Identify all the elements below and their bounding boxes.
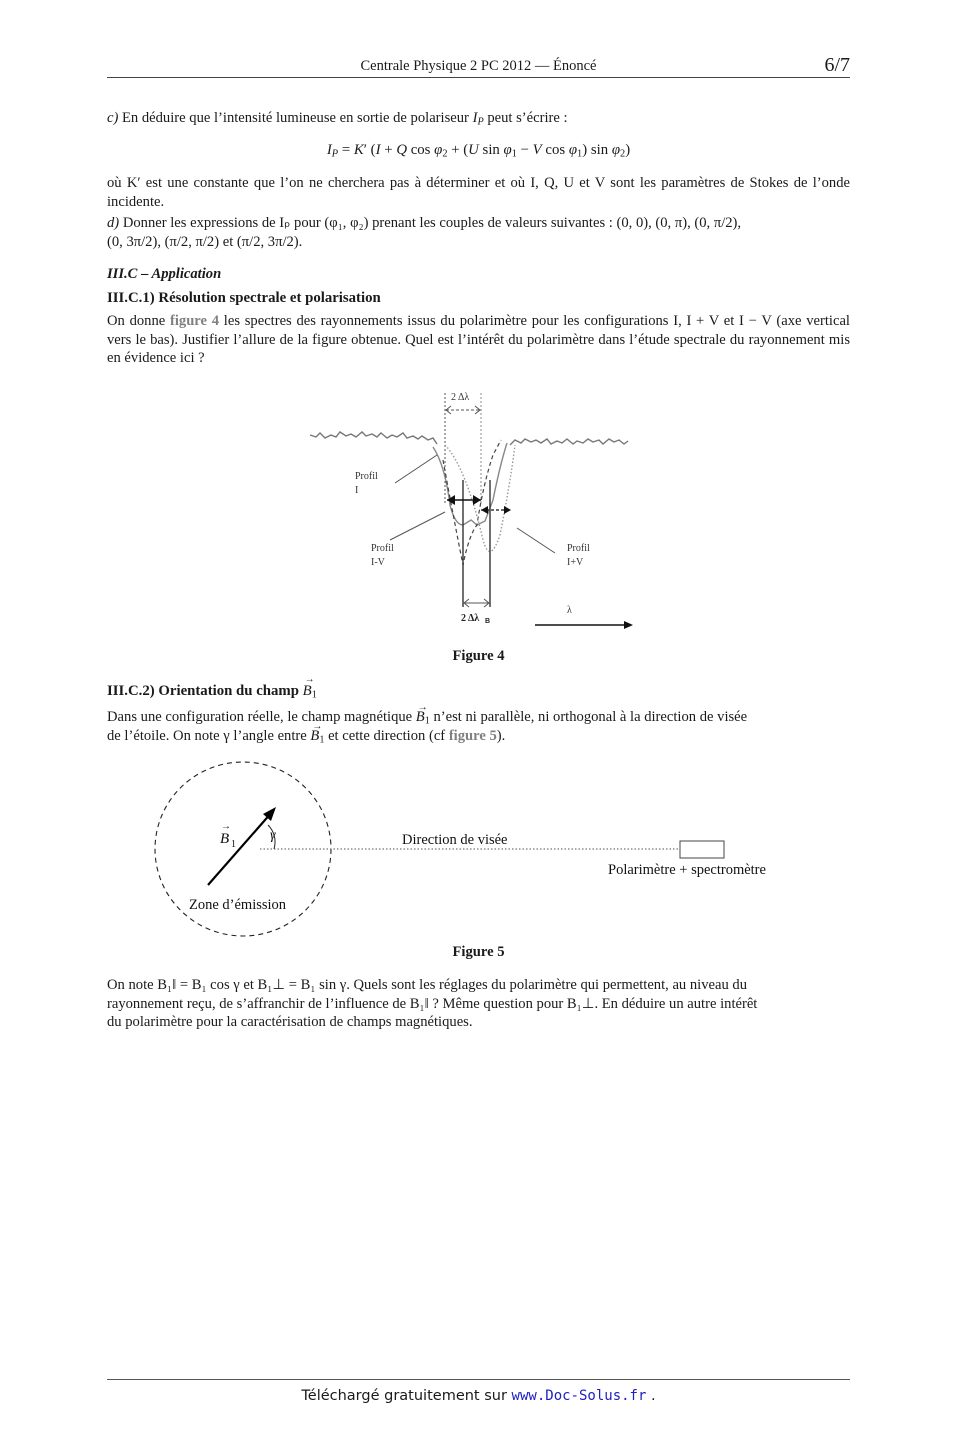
question-c-label: c) — [107, 110, 119, 126]
page-header — [107, 54, 850, 78]
question-c: c) En déduire que l’intensité lumineuse en sortie de polariseur $I_P$ peut s’écrire : — [107, 110, 568, 128]
label-zone-emission: Zone d’émission — [189, 897, 287, 913]
question-c-text-b: peut s’écrire : — [483, 110, 568, 126]
sub1-text-pre: On donne — [107, 313, 170, 329]
final-line-1: On note B₁‖ = B₁ cos γ et B₁⊥ = B₁ sin γ. Quels sont les réglages du polarimètre qui permettent, au niveau du — [107, 977, 748, 993]
label-profil-i-plus-v-name: I+V — [567, 557, 584, 568]
header-divider — [107, 77, 850, 78]
sub2-line2-mid: et cette direction (cf — [324, 727, 449, 744]
sub2-line2-post: ). — [496, 727, 506, 744]
question-c-followup: où K′ est une constante que l’on ne cherchera pas à déterminer et où I, Q, U et V sont les paramètres de Stokes de l’onde incidente. — [107, 175, 850, 210]
label-b1: B — [220, 831, 230, 847]
figure-4-caption: Figure 4 — [452, 648, 505, 664]
subsection-2-title: III.C.2) Orientation du champ → $B_1$ — [107, 683, 317, 700]
label-profil-i-name: I — [355, 485, 359, 496]
label-lambda-axis: λ — [567, 605, 572, 616]
final-line-3: du polarimètre pour la caractérisation de champs magnétiques. — [107, 1014, 473, 1030]
observation-geometry-diagram — [150, 757, 820, 942]
figure-4-link[interactable]: figure 4 — [169, 313, 220, 329]
subsection-1-title: III.C.1) Résolution spectrale et polarisation — [107, 290, 381, 306]
figure-5-caption: Figure 5 — [452, 944, 505, 960]
b1-vector — [208, 812, 272, 885]
figure-4 — [305, 385, 645, 635]
sub2-line1-post: n’est ni parallèle, ni orthogonal à la direction de visée — [429, 709, 748, 725]
page-footer — [107, 1388, 850, 1404]
equation-ip: $I_P = K'$ (I + Q $\cos \varphi_2 + (U$ $\sin \varphi_1 - V$ $\cos \varphi_1$) $\sin \varphi_2$) — [326, 142, 631, 160]
label-b1-subscript: 1 — [231, 839, 236, 850]
footer-suffix: . — [646, 1388, 656, 1404]
question-d-label: d) — [107, 215, 120, 231]
label-direction-visee: Direction de visée — [402, 832, 508, 848]
question-d-line1: Donner les expressions de Iₚ pour (φ₁, φ₂) prenant les couples de valeurs suivantes : (0, 0), (0, π), (0, π/2), — [122, 215, 742, 231]
spectral-profiles-plot — [305, 385, 645, 635]
subsection-2-text: Dans une configuration réelle, le champ magnétique → $B_1$ n’est ni parallèle, ni orthogonal à la direction de visée de l’étoile. On note γ l’angle entre → $B_1$ et cette direction (cf figure 5). — [107, 708, 850, 745]
label-profil-i: Profil — [355, 471, 378, 482]
doc-solus-link[interactable]: www.Doc-Solus.fr — [511, 1388, 647, 1404]
label-2-delta-lambda-b: 2 Δλ — [461, 613, 480, 624]
label-2-delta-lambda: 2 Δλ — [451, 392, 470, 403]
label-delta-lambda-b-subscript: B — [485, 618, 491, 625]
final-question — [107, 976, 850, 1032]
label-profil-i-plus-v: Profil — [567, 543, 590, 554]
sub2-title-text: III.C.2) Orientation du champ — [107, 683, 303, 699]
figure-5 — [150, 757, 820, 942]
label-profil-i-minus-v-name: I-V — [371, 557, 385, 568]
polarimeter-box — [680, 841, 724, 858]
svg-text:→: → — [221, 821, 231, 832]
sub2-line1-pre: Dans une configuration réelle, le champ magnétique — [107, 709, 416, 725]
subsection-1-text — [107, 312, 850, 368]
label-polarimetre-spectrometre: Polarimètre + spectromètre — [608, 862, 766, 878]
footer-divider — [107, 1379, 850, 1380]
question-d — [107, 214, 850, 251]
question-d-line2: (0, 3π/2), (π/2, π/2) et (π/2, 3π/2). — [107, 233, 303, 250]
label-gamma: γ — [270, 828, 276, 843]
section-title: III.C – Application — [107, 266, 222, 282]
figure-5-link[interactable]: figure 5 — [448, 727, 497, 744]
label-profil-i-minus-v: Profil — [371, 543, 394, 554]
header-title: Centrale Physique 2 PC 2012 — Énoncé — [360, 58, 597, 74]
sub2-line2-pre: de l’étoile. On note γ l’angle entre — [107, 727, 311, 744]
footer-text: Téléchargé gratuitement sur — [301, 1388, 512, 1404]
page-number: 6/7 — [824, 54, 850, 76]
final-line-2: rayonnement reçu, de s’affranchir de l’influence de B₁‖ ? Même question pour B₁⊥. En déduire un autre intérêt — [107, 995, 758, 1012]
sub1-text-post: les spectres des rayonnements issus du polarimètre pour les configurations I, I + V et I − V (axe vertical vers le bas). Justifier l’allure de la figure obtenue. Quel est l’intérêt du polarimètre dans l’étude spectrale du rayonnement mis en évidence ici ? — [107, 313, 850, 366]
question-c-text-a: En déduire que l’intensité lumineuse en sortie de polariseur — [122, 110, 473, 126]
